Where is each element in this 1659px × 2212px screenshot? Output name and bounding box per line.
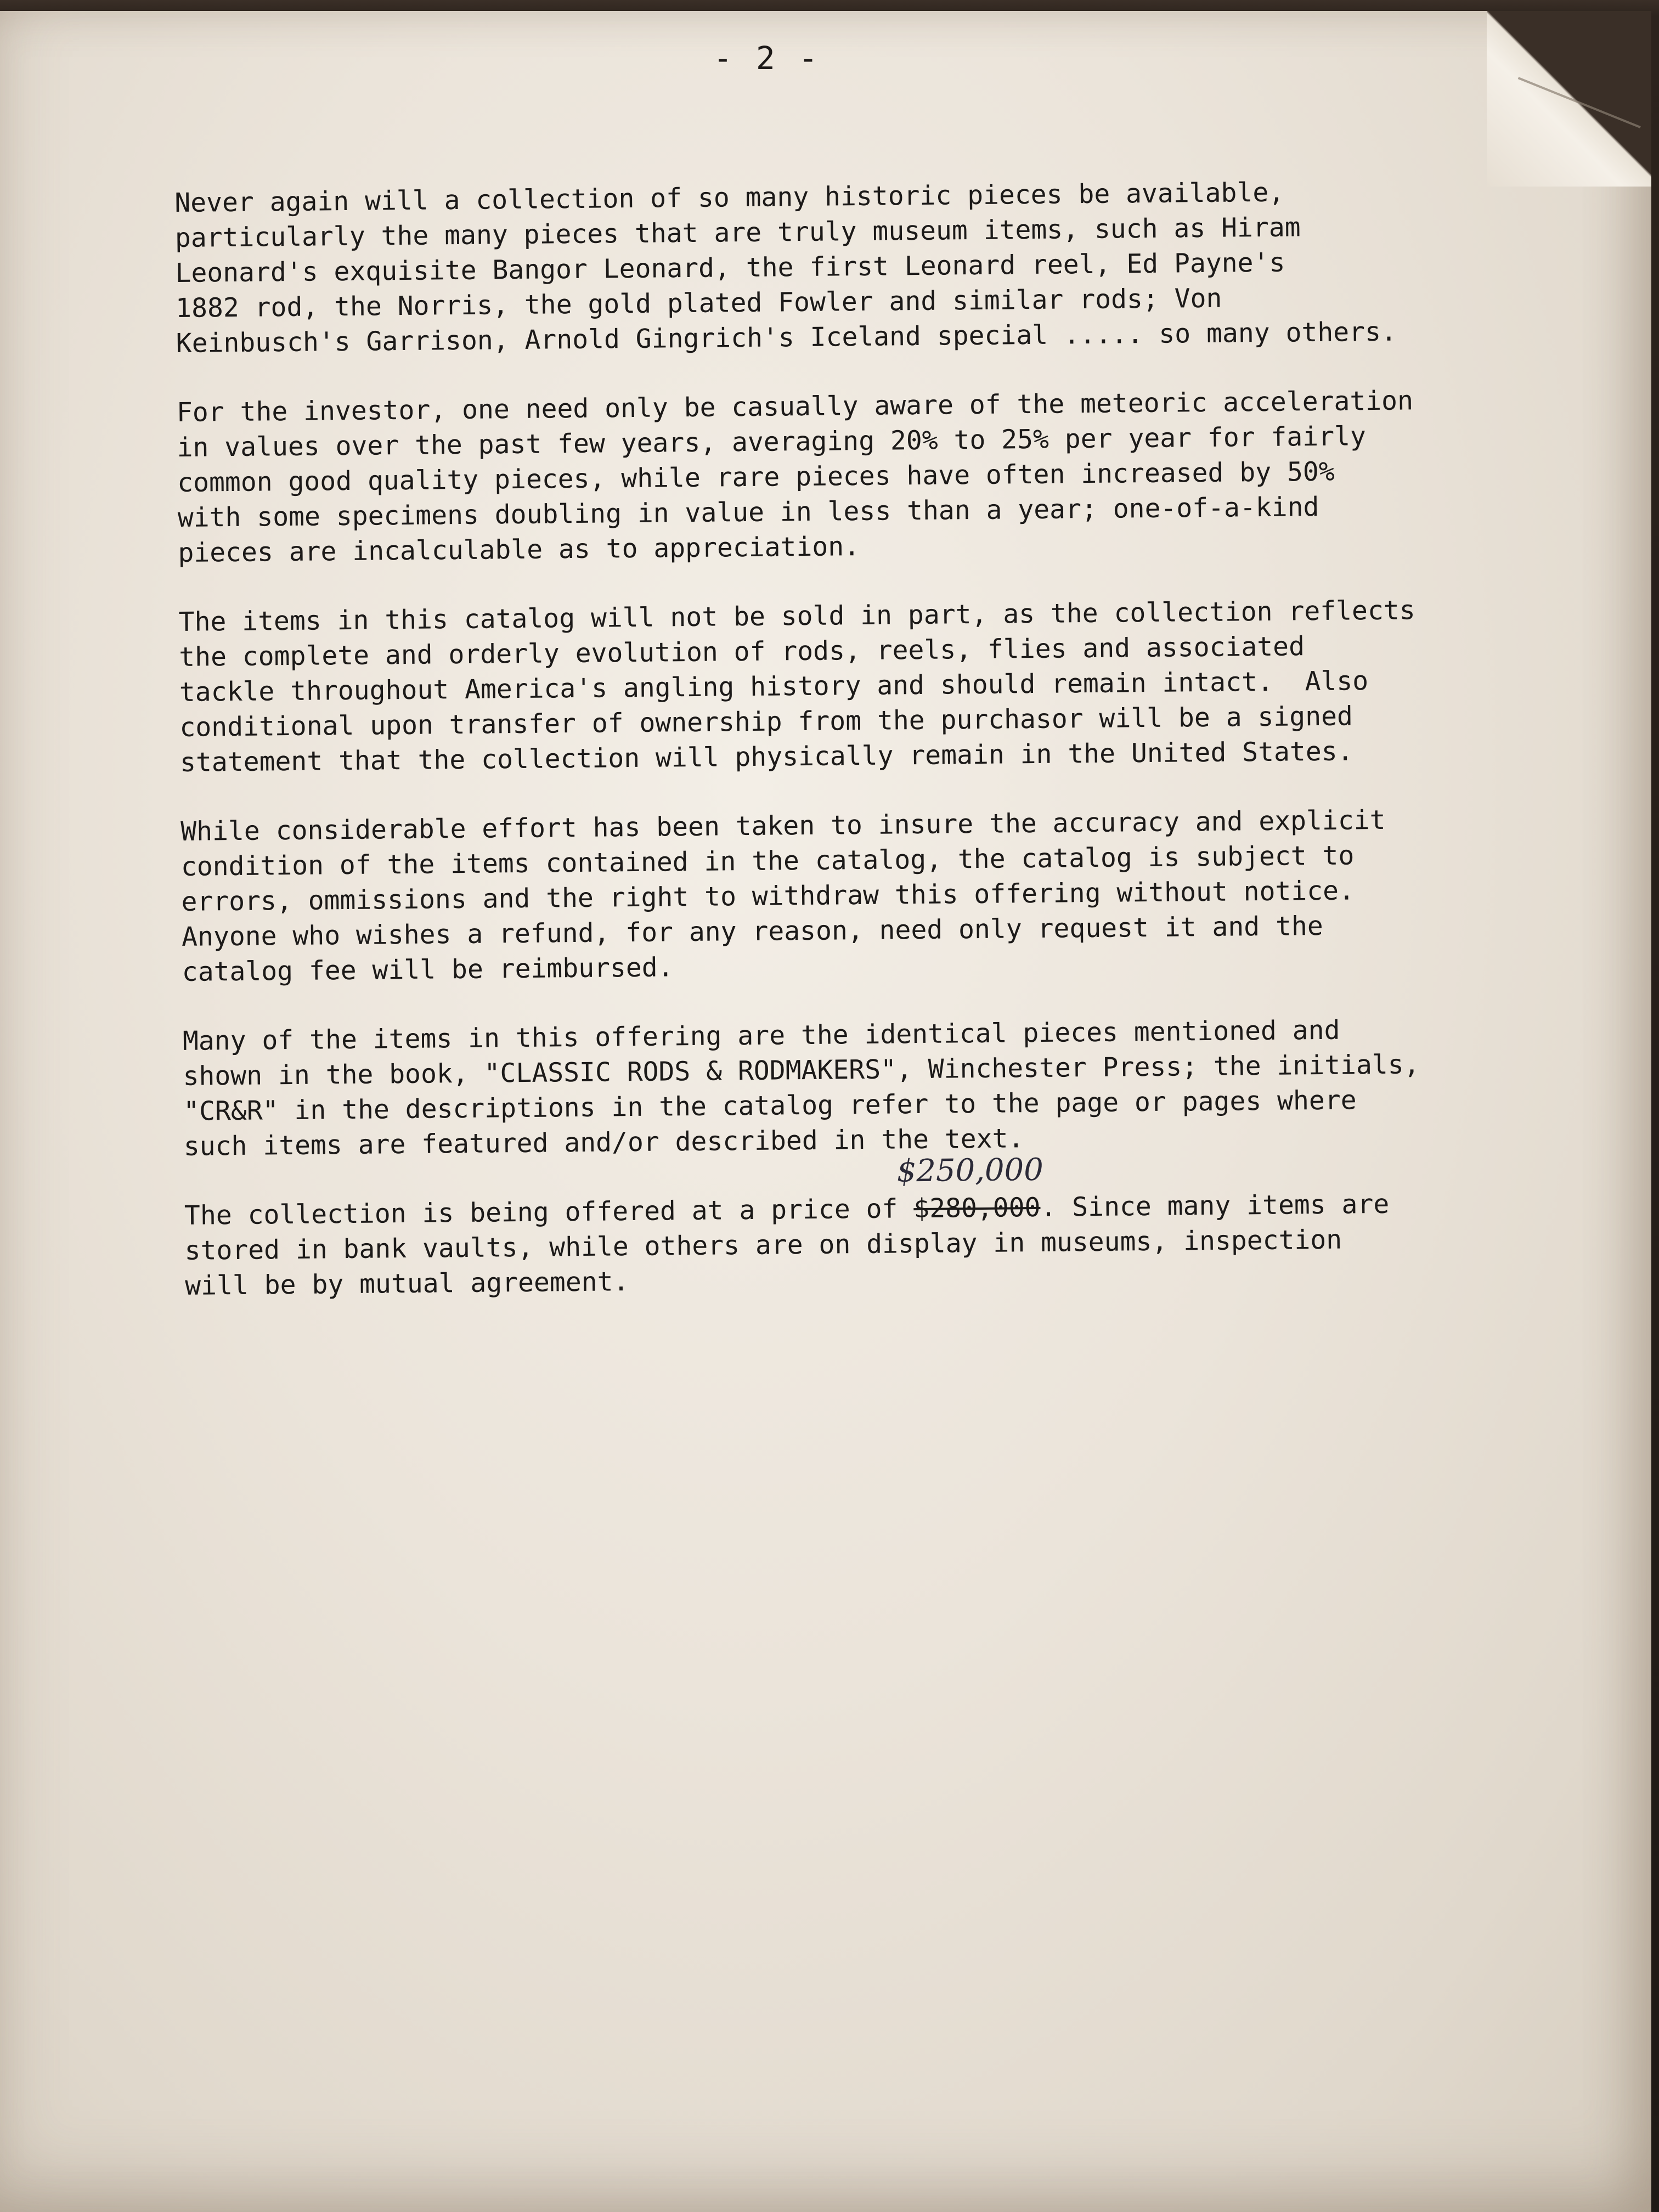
- text-line: shown in the book, "CLASSIC RODS & RODMAKERS", Winchester Press; the initials,: [183, 1049, 1420, 1092]
- text-line: errors, ommissions and the right to withdraw this offering without notice.: [181, 875, 1355, 917]
- text-line: with some specimens doubling in value in less than a year; one-of-a-kind: [177, 492, 1319, 533]
- paragraph-3: [178, 591, 1573, 780]
- text-line: such items are featured and/or described in the text.: [183, 1123, 1024, 1162]
- paragraph-2: [177, 382, 1572, 571]
- text-line: "CR&R" in the descriptions in the catalog refer to the page or pages where: [183, 1085, 1357, 1127]
- text-line: Anyone who wishes a refund, for any reason, need only request it and the: [181, 910, 1324, 952]
- paragraph-price: [184, 1152, 1579, 1304]
- text-line: tackle throughout America's angling history and should remain intact. Also: [179, 665, 1369, 708]
- document-page: [0, 11, 1651, 2212]
- paragraph-5: [183, 1011, 1577, 1164]
- text-line: Never again will a collection of so many historic pieces be available,: [174, 177, 1285, 218]
- price-line-after: . Since many items are: [1040, 1188, 1390, 1223]
- text-line: statement that the collection will physically remain in the United States.: [179, 736, 1353, 778]
- text-line: For the investor, one need only be casually aware of the meteoric acceleration: [176, 385, 1414, 428]
- text-line: While considerable effort has been taken to insure the accuracy and explicit: [180, 804, 1386, 847]
- text-line: pieces are incalculable as to appreciation.: [178, 531, 860, 568]
- text-line: common good quality pieces, while rare pieces have often increased by 50%: [177, 456, 1335, 498]
- text-line: in values over the past few years, averaging 20% to 25% per year for fairly: [177, 421, 1367, 463]
- text-line: conditional upon transfer of ownership from the purchasor will be a signed: [179, 701, 1353, 743]
- text-line: Keinbusch's Garrison, Arnold Gingrich's Iceland special ..... so many others.: [176, 316, 1397, 359]
- text-line: particularly the many pieces that are truly museum items, such as Hiram: [174, 212, 1301, 253]
- text-line: The items in this catalog will not be sold in part, as the collection reflects: [178, 595, 1415, 637]
- text-line: stored in bank vaults, while others are on display in museums, inspection: [184, 1224, 1342, 1266]
- paragraph-4: [180, 801, 1576, 990]
- text-line: Many of the items in this offering are the identical pieces mentioned and: [182, 1014, 1340, 1057]
- price-annotation: [896, 1152, 1044, 1226]
- page-number: - 2 -: [713, 40, 820, 77]
- document-body: [174, 172, 1579, 1338]
- text-line: Leonard's exquisite Bangor Leonard, the first Leonard reel, Ed Payne's: [175, 247, 1285, 289]
- price-line-before: The collection is being offered at a price of: [184, 1193, 914, 1231]
- paragraph-1: [174, 172, 1570, 361]
- handwritten-price: $250,000: [896, 1152, 1044, 1189]
- text-line: will be by mutual agreement.: [184, 1266, 629, 1301]
- text-line: condition of the items contained in the catalog, the catalog is subject to: [180, 840, 1355, 882]
- struck-price: $280,000: [913, 1192, 1041, 1224]
- text-line: the complete and orderly evolution of rods, reels, flies and associated: [178, 631, 1305, 673]
- text-line: catalog fee will be reimbursed.: [182, 952, 674, 988]
- text-line: 1882 rod, the Norris, the gold plated Fowler and similar rods; Von: [175, 283, 1222, 324]
